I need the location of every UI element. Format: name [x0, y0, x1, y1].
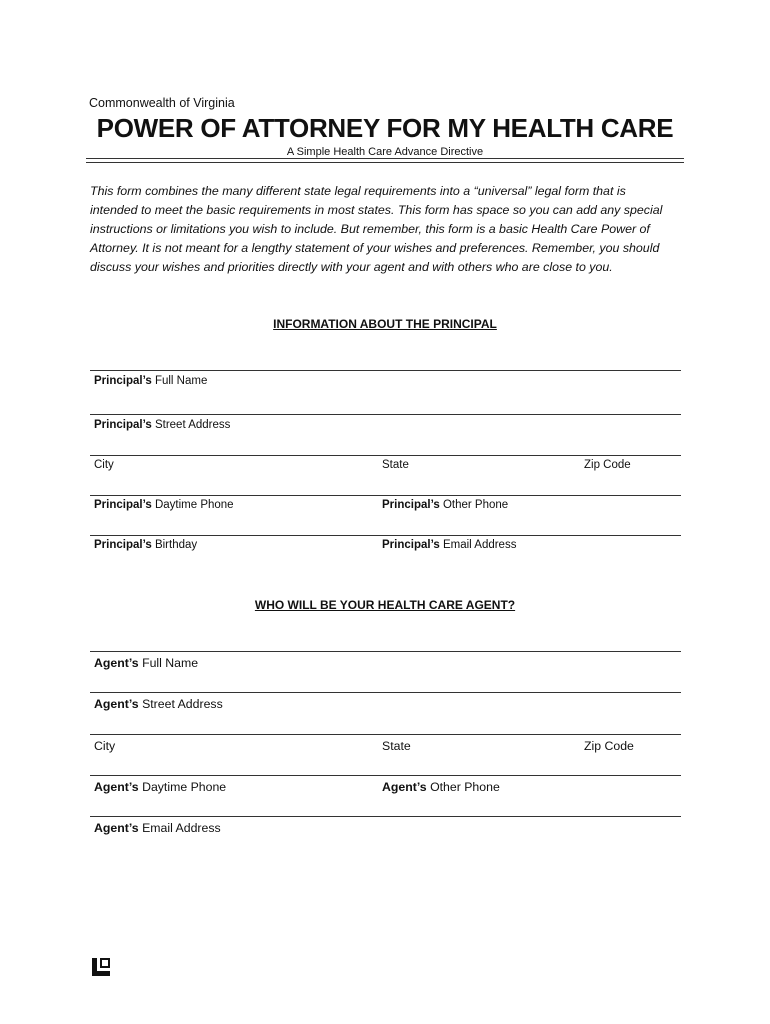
- agent-state-label: State: [382, 739, 411, 753]
- intro-line: This form combines the many different state legal requirements into a “universal” legal form that is: [90, 184, 626, 198]
- agent-email-label: [94, 821, 221, 835]
- intro-line: Attorney. It is not meant for a lengthy statement of your wishes and preferences. Remember, you should: [90, 241, 660, 255]
- agent-full-name-field[interactable]: [90, 651, 681, 652]
- header-divider: [86, 158, 684, 163]
- principal-section-heading: INFORMATION ABOUT THE PRINCIPAL: [273, 317, 497, 331]
- label-text: Daytime Phone: [142, 780, 227, 794]
- principal-full-name-label: [94, 375, 207, 387]
- intro-line: intended to meet the basic requirements in most states. This form has space so you can add any special: [90, 203, 663, 217]
- agent-email-field[interactable]: [90, 816, 681, 817]
- principal-birthday-email-field[interactable]: [90, 535, 681, 536]
- label-text: Other Phone: [442, 499, 509, 511]
- principal-birthday-label: [94, 539, 197, 551]
- agent-daytime-phone-label: [94, 780, 226, 794]
- label-text: Email Address: [142, 821, 221, 835]
- label-prefix: Principal’s: [382, 539, 440, 551]
- page-title: POWER OF ATTORNEY FOR MY HEALTH CARE: [96, 113, 674, 143]
- label-text: Birthday: [154, 539, 198, 551]
- principal-street-address-label: [94, 419, 230, 431]
- principal-phone-field[interactable]: [90, 495, 681, 496]
- label-prefix: Agent’s: [94, 821, 139, 835]
- label-prefix: Principal’s: [94, 499, 152, 511]
- label-text: Daytime Phone: [154, 499, 234, 511]
- label-prefix: Principal’s: [94, 419, 152, 431]
- label-text: Street Address: [142, 697, 223, 711]
- principal-full-name-field[interactable]: [90, 370, 681, 371]
- label-text: Other Phone: [430, 780, 500, 794]
- page-subtitle: A Simple Health Care Advance Directive: [286, 146, 484, 158]
- agent-city-label: City: [94, 739, 116, 753]
- label-text: Full Name: [142, 656, 199, 670]
- label-prefix: Agent’s: [94, 656, 139, 670]
- label-prefix: Agent’s: [94, 697, 139, 711]
- principal-street-address-field[interactable]: [90, 414, 681, 415]
- agent-phone-field[interactable]: [90, 775, 681, 776]
- principal-daytime-phone-label: [94, 499, 234, 511]
- label-prefix: Principal’s: [382, 499, 440, 511]
- principal-zip-label: Zip Code: [584, 459, 631, 471]
- principal-state-label: State: [382, 459, 409, 471]
- agent-street-address-label: [94, 697, 223, 711]
- intro-paragraph: [90, 182, 682, 277]
- agent-street-address-field[interactable]: [90, 692, 681, 693]
- principal-email-label: [382, 539, 516, 551]
- label-prefix: Agent’s: [94, 780, 139, 794]
- label-prefix: Agent’s: [382, 780, 427, 794]
- intro-line: instructions or limitations you wish to include. But remember, this form is a basic Health Care Power of: [90, 222, 650, 236]
- label-prefix: Principal’s: [94, 375, 152, 387]
- principal-city-state-zip-field[interactable]: [90, 455, 681, 456]
- jurisdiction-label: Commonwealth of Virginia: [89, 96, 235, 110]
- agent-full-name-label: [94, 656, 198, 670]
- agent-section-heading: WHO WILL BE YOUR HEALTH CARE AGENT?: [254, 598, 516, 612]
- principal-city-label: City: [94, 459, 114, 471]
- document-logo-icon: [92, 958, 110, 976]
- agent-city-state-zip-field[interactable]: [90, 734, 681, 735]
- agent-other-phone-label: [382, 780, 500, 794]
- intro-line: discuss your wishes and priorities directly with your agent and with others who are close to you.: [90, 260, 613, 274]
- label-text: Email Address: [442, 539, 517, 551]
- agent-zip-label: Zip Code: [584, 739, 634, 753]
- label-prefix: Principal’s: [94, 539, 152, 551]
- label-text: Full Name: [154, 375, 208, 387]
- label-text: Street Address: [154, 419, 231, 431]
- principal-other-phone-label: [382, 499, 508, 511]
